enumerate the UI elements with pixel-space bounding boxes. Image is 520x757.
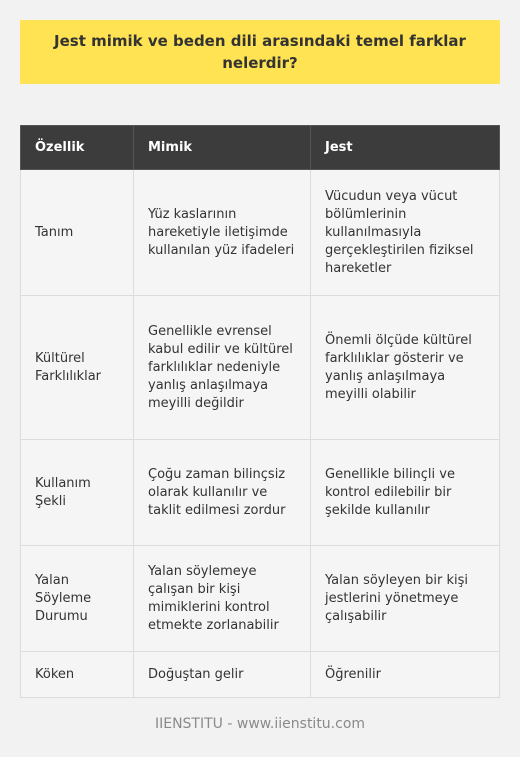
row-feature-cell: Yalan Söyleme Durumu: [21, 546, 134, 652]
title-banner: [20, 20, 500, 84]
row-feature-cell: Tanım: [21, 170, 134, 296]
comparison-table: [20, 125, 500, 698]
row-jest-cell: Öğrenilir: [311, 652, 500, 698]
row-mimik-cell: Doğuştan gelir: [134, 652, 311, 698]
footer-credit: IIENSTITU - www.iienstitu.com: [154, 716, 366, 732]
table-row: [21, 170, 500, 296]
row-jest-cell: Önemli ölçüde kültürel farklılıklar gösterir ve yanlış anlaşılmaya meyilli olabilir: [311, 296, 500, 440]
table-row: [21, 652, 500, 698]
page-title: Jest mimik ve beden dili arasındaki temel farklar nelerdir?: [54, 32, 466, 72]
table-header-row: [21, 126, 500, 170]
header-mimik: Mimik: [134, 126, 311, 170]
table-row: [21, 296, 500, 440]
row-feature-cell: Köken: [21, 652, 134, 698]
row-jest-cell: Genellikle bilinçli ve kontrol edilebilir bir şekilde kullanılır: [311, 440, 500, 546]
table-row: [21, 546, 500, 652]
row-mimik-cell: Genellikle evrensel kabul edilir ve kültürel farklılıklar nedeniyle yanlış anlaşılmaya meyilli değildir: [134, 296, 311, 440]
row-jest-cell: Yalan söyleyen bir kişi jestlerini yönetmeye çalışabilir: [311, 546, 500, 652]
row-feature-cell: Kullanım Şekli: [21, 440, 134, 546]
row-feature-cell: Kültürel Farklılıklar: [21, 296, 134, 440]
row-mimik-cell: Yüz kaslarının hareketiyle iletişimde kullanılan yüz ifadeleri: [134, 170, 311, 296]
row-jest-cell: Vücudun veya vücut bölümlerinin kullanılmasıyla gerçekleştirilen fiziksel hareketler: [311, 170, 500, 296]
header-feature: Özellik: [21, 126, 134, 170]
table-row: [21, 440, 500, 546]
row-mimik-cell: Çoğu zaman bilinçsiz olarak kullanılır ve taklit edilmesi zordur: [134, 440, 311, 546]
row-mimik-cell: Yalan söylemeye çalışan bir kişi mimiklerini kontrol etmekte zorlanabilir: [134, 546, 311, 652]
header-jest: Jest: [311, 126, 500, 170]
